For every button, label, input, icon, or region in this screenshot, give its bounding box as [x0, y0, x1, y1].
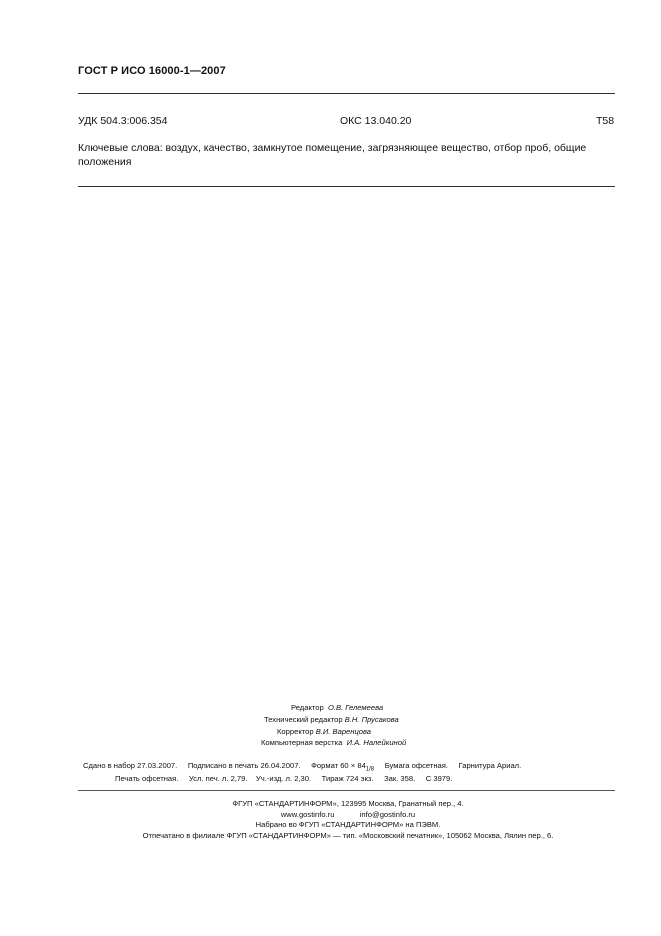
- format: Формат $60 \times 84_{1/8}$: [311, 761, 375, 773]
- oks-code: ОКС 13.040.20: [340, 115, 412, 127]
- font-type: Гарнитура Ариал.: [458, 761, 522, 770]
- publisher-website[interactable]: www.gostinfo.ru: [280, 810, 335, 819]
- credit-name: В.Н. Прусакова: [344, 715, 399, 724]
- credit-name: И.А. Налейкиной: [346, 738, 407, 747]
- credit-label: Редактор: [291, 703, 324, 712]
- credit-corrector: [277, 727, 371, 736]
- credit-label: Технический редактор: [264, 715, 343, 724]
- typeset-date: Сдано в набор 27.03.2007.: [83, 761, 178, 770]
- print-info-line1: [83, 761, 521, 773]
- credit-layout: [261, 738, 406, 747]
- order-number: Зак. 358.: [384, 774, 416, 783]
- credit-name: В.И. Варенцова: [315, 727, 372, 736]
- credit-label: Корректор: [277, 727, 314, 736]
- divider-bottom: [78, 186, 615, 187]
- udk-code: УДК 504.3:006.354: [78, 115, 168, 127]
- publisher-contacts: [78, 810, 618, 819]
- publisher-printed: Отпечатано в филиале ФГУП «СТАНДАРТИНФОРМ» — тип. «Московский печатник», 105062 Москва, Лялин пер., 6.: [142, 831, 554, 840]
- credit-tech-editor: [264, 715, 399, 724]
- credit-name: О.В. Гелемеева: [327, 703, 384, 712]
- print-method: Печать офсетная.: [115, 774, 179, 783]
- category-code: Т58: [596, 115, 615, 127]
- standard-id: ГОСТ Р ИСО 16000-1—2007: [78, 65, 226, 77]
- print-run: Тираж 724 экз.: [321, 774, 374, 783]
- credit-label: Компьютерная верстка: [261, 738, 343, 747]
- publisher-email[interactable]: info@gostinfo.ru: [359, 810, 416, 819]
- divider-top: [78, 93, 615, 94]
- credit-editor: [291, 703, 383, 712]
- signed-date: Подписано в печать 26.04.2007.: [187, 761, 301, 770]
- divider-footer: [78, 790, 615, 791]
- uch-izd: Уч.-изд. л. 2,30.: [255, 774, 312, 783]
- c-number: С 3979.: [425, 774, 453, 783]
- usl-pech: Усл. печ. л. 2,79.: [188, 774, 248, 783]
- publisher-typeset: Набрано во ФГУП «СТАНДАРТИНФОРМ» на ПЭВМ.: [255, 820, 441, 829]
- keywords: Ключевые слова: воздух, качество, замкнутое помещение, загрязняющее вещество, отбор проб, общие положения: [78, 142, 587, 168]
- publisher-address: ФГУП «СТАНДАРТИНФОРМ», 123995 Москва, Гранатный пер., 4.: [232, 799, 464, 808]
- print-info-line2: [115, 774, 452, 783]
- paper-type: Бумага офсетная.: [384, 761, 448, 770]
